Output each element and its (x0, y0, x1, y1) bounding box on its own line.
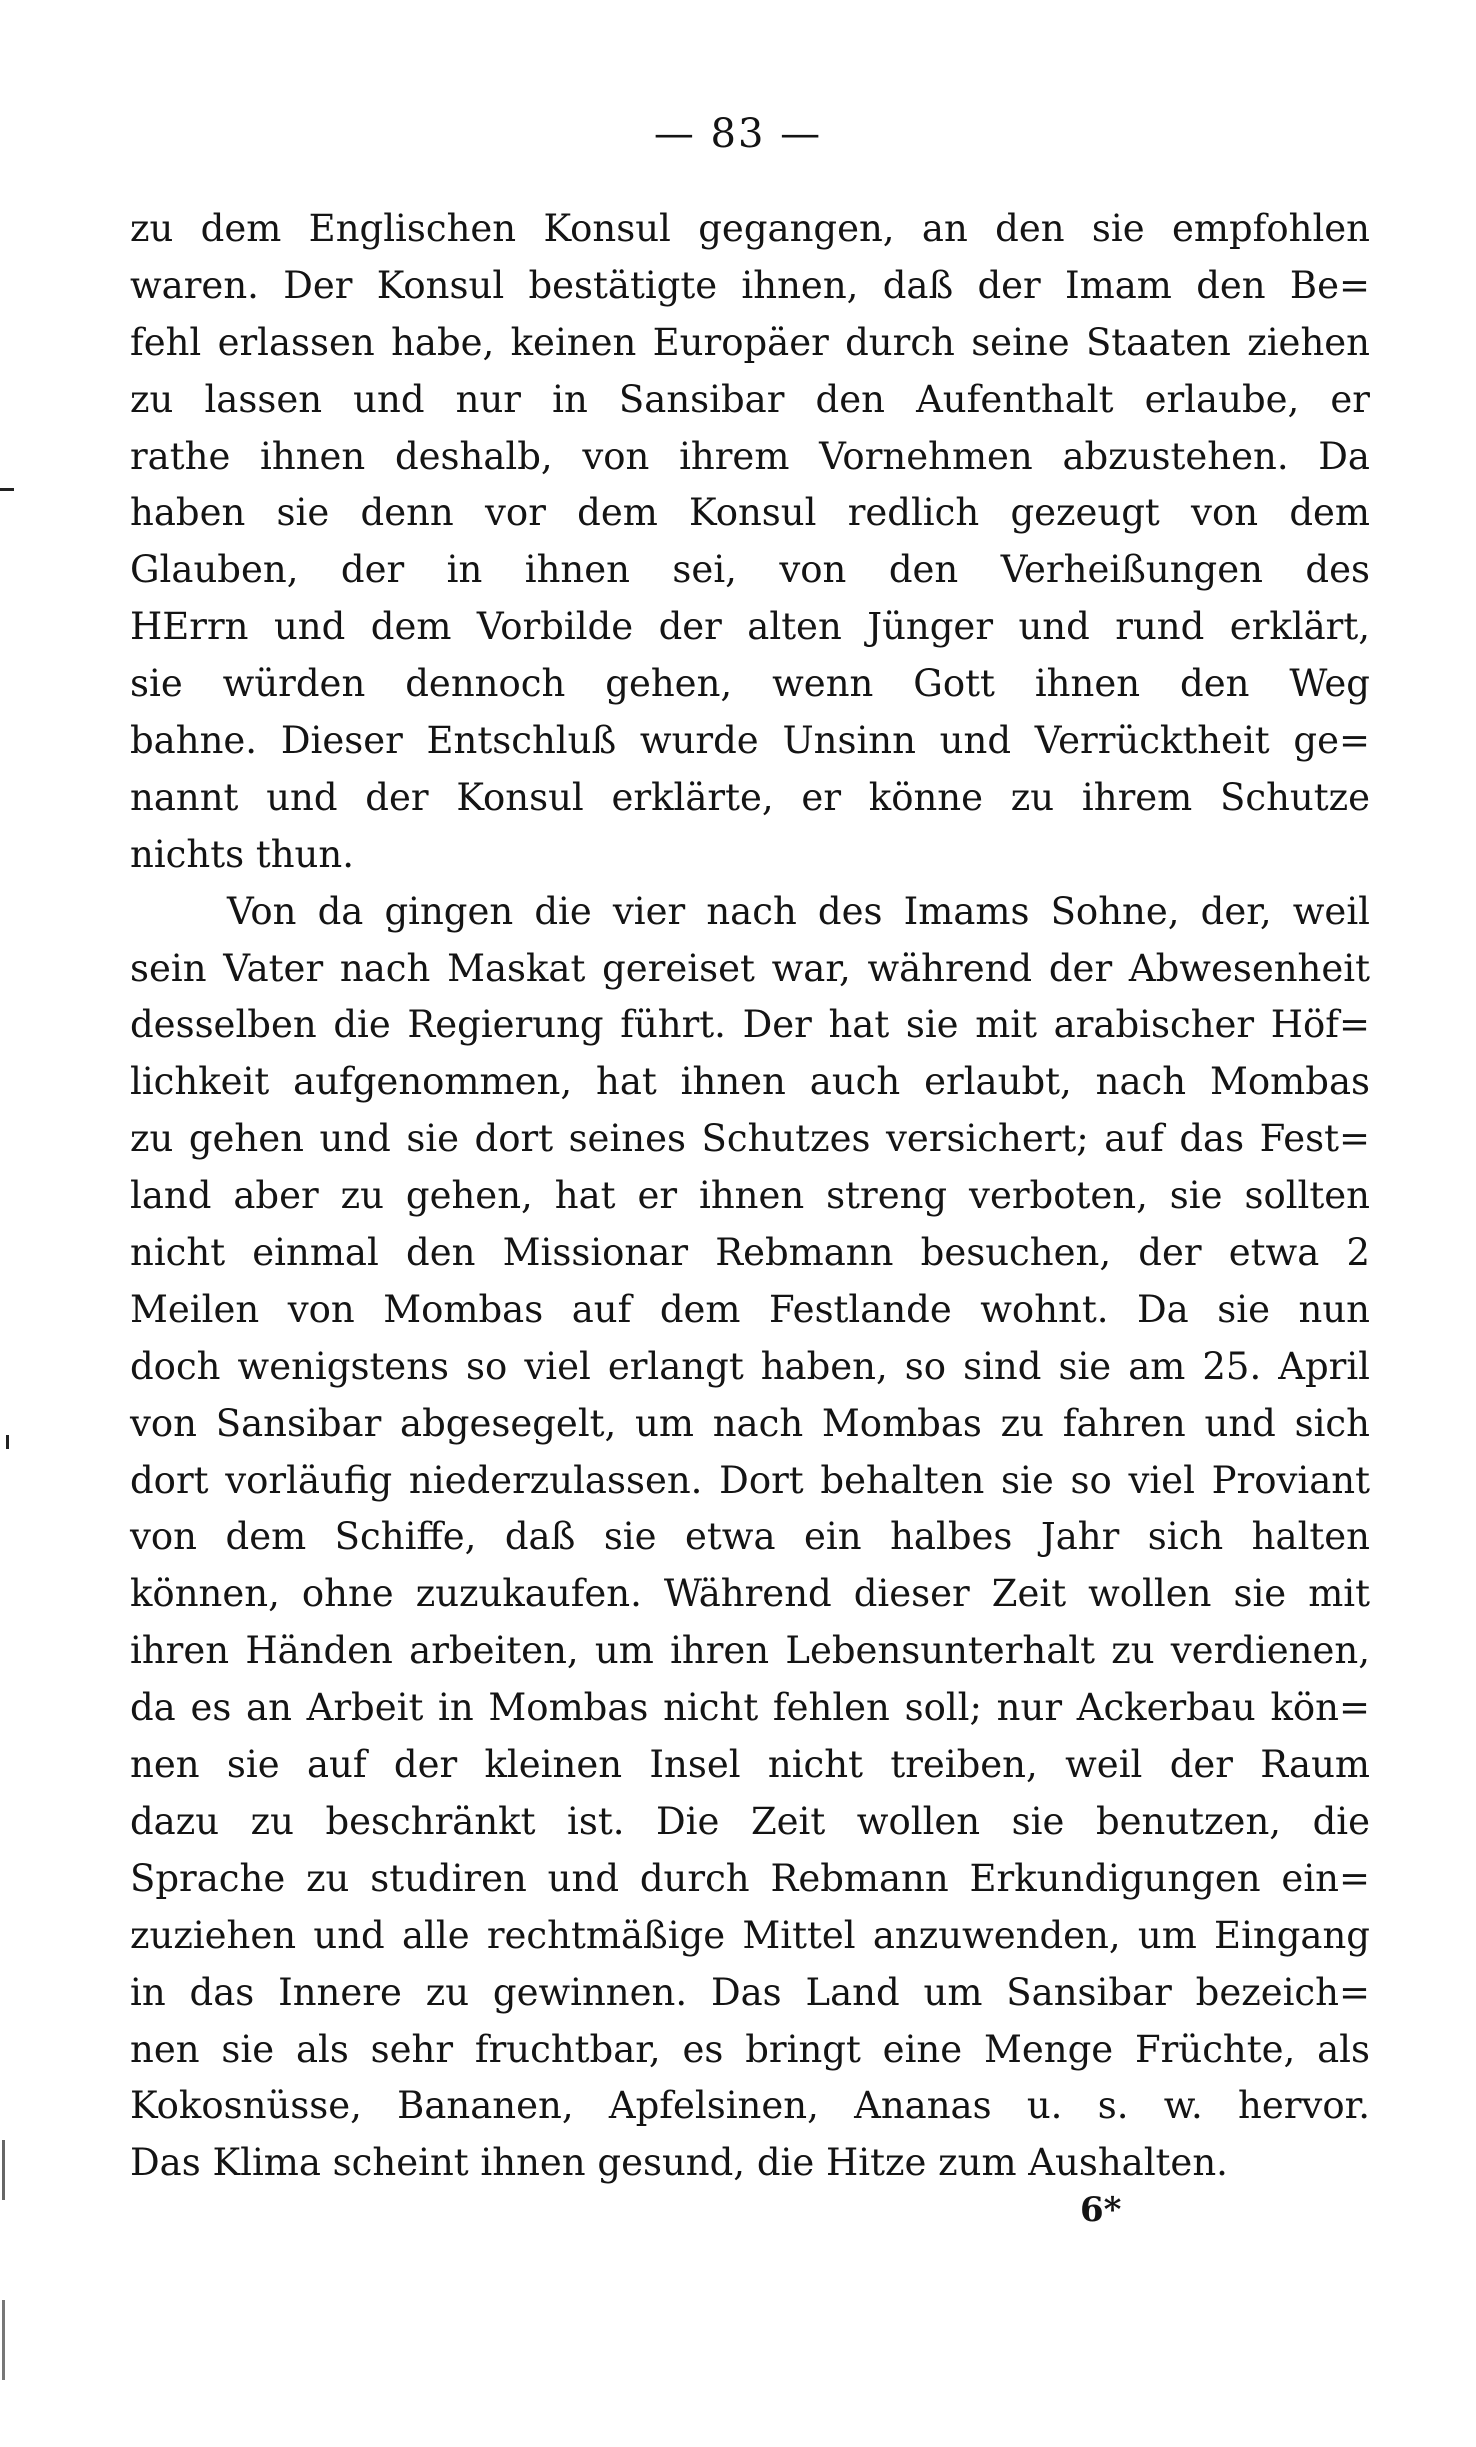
text-line: dort vorläufig niederzulassen. Dort behalten sie so viel Proviant (130, 1458, 1370, 1502)
text-line: in das Innere zu gewinnen. Das Land um Sansibar bezeich= (130, 1970, 1370, 2014)
text-line: HErrn und dem Vorbilde der alten Jünger und rund erklärt, (130, 605, 1370, 649)
text-line: von Sansibar abgesegelt, um nach Mombas zu fahren und sich (130, 1401, 1370, 1445)
text-line: land aber zu gehen, hat er ihnen streng verboten, sie sollten (130, 1174, 1370, 1218)
text-line: zu dem Englischen Konsul gegangen, an den sie empfohlen (130, 207, 1370, 250)
text-line: ihren Händen arbeiten, um ihren Lebensunterhalt zu verdienen, (130, 1629, 1370, 1673)
text-line: fehl erlassen habe, keinen Europäer durch seine Staaten ziehen (130, 320, 1370, 364)
text-line: nen sie als sehr fruchtbar, es bringt eine Menge Früchte, als (130, 2027, 1370, 2071)
text-line: doch wenigstens so viel erlangt haben, so sind sie am 25. April (130, 1344, 1370, 1388)
text-line: da es an Arbeit in Mombas nicht fehlen soll; nur Ackerbau kön= (130, 1686, 1370, 1730)
text-line: Meilen von Mombas auf dem Festlande wohnt. Da sie nun (130, 1287, 1370, 1331)
text-line: zu gehen und sie dort seines Schutzes versichert; auf das Fest= (130, 1117, 1370, 1161)
paragraph-1 (130, 201, 1370, 884)
signature-mark: 6* (1080, 2190, 1122, 2230)
text-line: bahne. Dieser Entschluß wurde Unsinn und Verrücktheit ge= (130, 719, 1370, 763)
text-line: Glauben, der in ihnen sei, von den Verheißungen des (130, 548, 1370, 592)
text-line: Kokosnüsse, Bananen, Apfelsinen, Ananas u. s. w. hervor. (130, 2084, 1370, 2128)
scan-edge-mark (0, 488, 14, 491)
text-line: zuziehen und alle rechtmäßige Mittel anzuwenden, um Eingang (130, 1913, 1370, 1957)
text-line: nichts thun. (130, 832, 354, 876)
page-number: — 83 — (653, 111, 823, 157)
text-line: sein Vater nach Maskat gereiset war, während der Abwesenheit (130, 946, 1370, 990)
text-line: nicht einmal den Missionar Rebmann besuchen, der etwa 2 (130, 1231, 1370, 1275)
text-line: waren. Der Konsul bestätigte ihnen, daß der Imam den Be= (130, 263, 1370, 307)
paragraph-2 (130, 884, 1370, 2192)
body-text (130, 201, 1370, 2192)
scan-edge-mark (2, 2300, 5, 2380)
text-line: dazu zu beschränkt ist. Die Zeit wollen sie benutzen, die (130, 1799, 1370, 1843)
text-line: Von da gingen die vier nach des Imams Sohne, der, weil (227, 889, 1370, 933)
text-line: Sprache zu studiren und durch Rebmann Erkundigungen ein= (130, 1856, 1370, 1900)
text-line: desselben die Regierung führt. Der hat sie mit arabischer Höf= (130, 1003, 1370, 1047)
text-line: rathe ihnen deshalb, von ihrem Vornehmen abzustehen. Da (130, 434, 1370, 478)
text-line: nen sie auf der kleinen Insel nicht treiben, weil der Raum (130, 1743, 1370, 1787)
text-line: lichkeit aufgenommen, hat ihnen auch erlaubt, nach Mombas (130, 1060, 1370, 1104)
text-line: Das Klima scheint ihnen gesund, die Hitze zum Aushalten. (130, 2141, 1228, 2185)
text-line: zu lassen und nur in Sansibar den Aufenthalt erlaube, er (130, 377, 1370, 421)
text-line: können, ohne zuzukaufen. Während dieser Zeit wollen sie mit (130, 1572, 1370, 1616)
scan-edge-mark (2, 2140, 5, 2200)
text-line: nannt und der Konsul erklärte, er könne zu ihrem Schutze (130, 775, 1370, 819)
text-line: haben sie denn vor dem Konsul redlich gezeugt von dem (130, 491, 1370, 535)
scan-edge-mark (6, 1435, 9, 1449)
text-line: von dem Schiffe, daß sie etwa ein halbes Jahr sich halten (130, 1515, 1370, 1559)
text-line: sie würden dennoch gehen, wenn Gott ihnen den Weg (130, 662, 1370, 706)
